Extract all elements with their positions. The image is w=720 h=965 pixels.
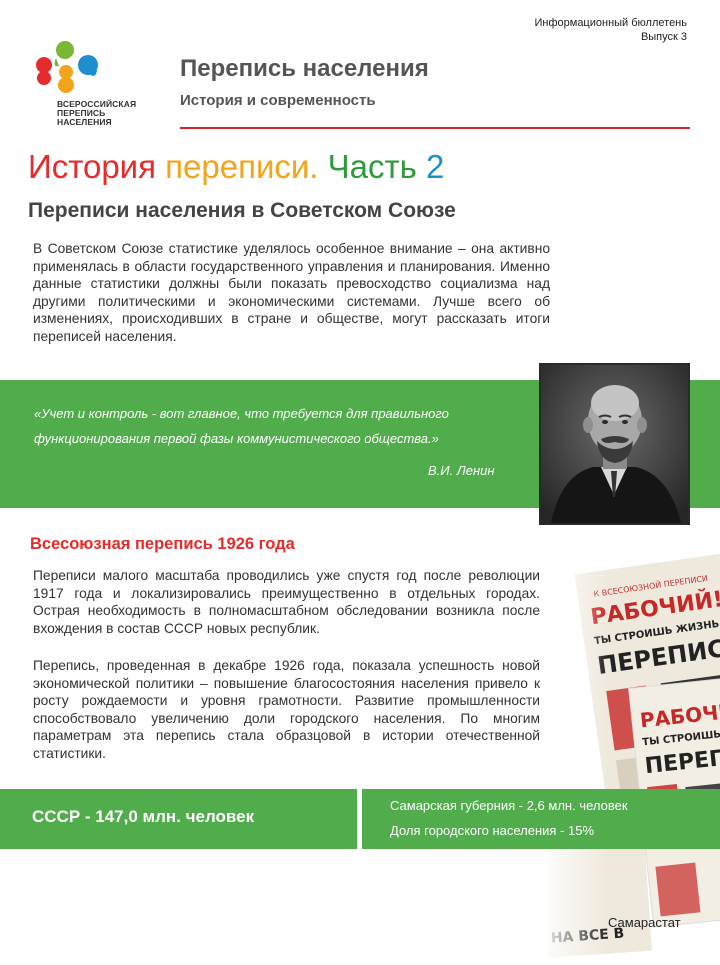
samara-population: Самарская губерния - 2,6 млн. человек <box>390 798 628 813</box>
article-subtitle: Переписи населения в Советском Союзе <box>28 199 456 222</box>
title-part: переписи. <box>165 148 328 185</box>
ussr-population: СССР - 147,0 млн. человек <box>32 807 255 826</box>
issue-number: Выпуск 3 <box>640 31 687 43</box>
section-title: Всесоюзная перепись 1926 года <box>30 535 295 553</box>
urban-share: Доля городского населения - 15% <box>390 823 595 838</box>
title-part: Часть <box>327 148 426 185</box>
header-subtitle: История и современность <box>180 92 376 109</box>
bulletin-info <box>534 16 687 44</box>
section-paragraph-2: Перепись, проведенная в декабре 1926 года, показала успешность новой экономической политики – повышение благосостояния населения привело к росту рождаемости и уровня грамотности. Развитие промышленности способствовало увеличению доли городского населения. По многим параметрам эта перепись стала образцовой в истории отечественной статистики. <box>33 658 540 761</box>
article-title <box>28 148 444 186</box>
logo-line: ВСЕРОССИЙСКАЯ <box>57 99 137 109</box>
logo-line: НАСЕЛЕНИЯ <box>57 117 112 127</box>
census-poster-illustration <box>548 545 720 960</box>
header-title: Перепись населения <box>180 55 429 82</box>
logo-line: ПЕРЕПИСЬ <box>57 108 106 118</box>
quote-author: В.И. Ленин <box>428 463 495 478</box>
logo-caption <box>57 100 136 127</box>
section-paragraph-1: Переписи малого масштаба проводились уже спустя год после революции 1917 года и локализировались преимущественно в отдельных городах. Острая необходимость в полномасштабном обследовании возникла после вхождения в состав СССР новых республик. <box>33 568 540 636</box>
poster-image-icon <box>548 545 720 960</box>
header-divider <box>180 127 690 129</box>
quote-text: «Учет и контроль - вот главное, что требуется для правильного функционирования первой фазы коммунистического общества.» <box>34 406 449 446</box>
title-part: История <box>28 148 166 185</box>
title-part: 2 <box>425 148 445 185</box>
intro-paragraph: В Советском Союзе статистике уделялось особенное внимание – она активно применялась в области государственного управления и планирования. Именно данные статистики должны были показать превосходство социализма над другими политическими и экономическими системами. Лучше всего об изменениях, происходивших в стране и обществе, могут рассказать итоги переписей населения. <box>33 241 550 344</box>
footer-source: Самарастат <box>608 915 681 930</box>
bulletin-title: Информационный бюллетень <box>534 17 687 29</box>
lenin-portrait <box>539 363 690 525</box>
portrait-image-icon <box>541 365 688 523</box>
